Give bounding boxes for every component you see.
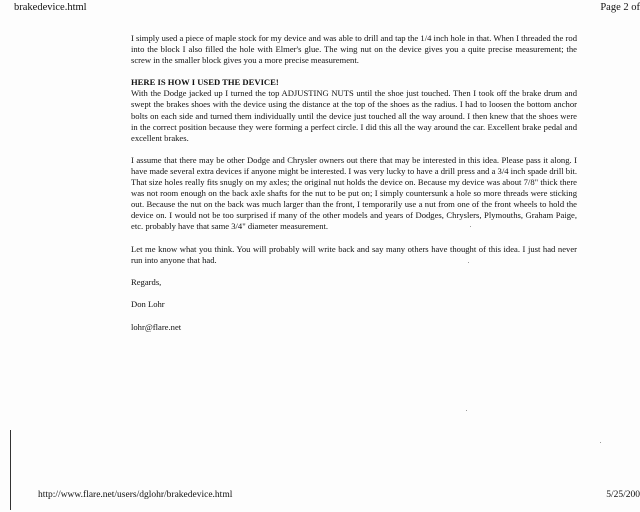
footer-date: 5/25/200 — [606, 490, 640, 500]
scan-speck — [468, 262, 469, 263]
paragraph-maple-stock: I simply used a piece of maple stock for my device and was able to drill and tap the 1/4 inch hole in that. When I threaded the rod into the block I also filled the hole with Elmer's glue. The wing nut on the device gives you a quite precise measurement; the screw in the smaller block gives you a more precise measurement. — [131, 33, 577, 66]
footer-url: http://www.flare.net/users/dglohr/brakedevice.html — [38, 490, 233, 500]
paragraph-let-me-know: Let me know what you think. You will probably will write back and say many others have thought of this idea. I just had never run into anyone that had. — [131, 243, 577, 265]
scan-speck — [466, 410, 467, 411]
paragraph-other-owners: I assume that there may be other Dodge and Chrysler owners out there that may be interested in this idea. Please pass it along. I have made several extra devices if anyone might be interested. I was very lucky to have a drill press and a 3/4 inch spade drill bit. That size holes really fits snugly on my axles; the original nut holds the device on. Because my device was about 7/8" thick there was not room enough on the back axle shafts for the nut to be put on; I simply countersunk a hole so more threads were sticking out. Because the nut on the back was much larger than the front, I temporarily use a nut from one of the front wheels to hold the device on. I would not be too surprised if many of the other models and years of Dodges, Chryslers, Plymouths, Graham Paige, etc. probably have that same 3/4" diameter measurement. — [131, 154, 578, 232]
author-name: Don Lohr — [131, 299, 165, 310]
page-edge-line — [10, 430, 11, 510]
header-filename: brakedevice.html — [14, 2, 87, 13]
header-page-number: Page 2 of — [600, 2, 640, 13]
section-heading: HERE IS HOW I USED THE DEVICE! — [131, 77, 279, 88]
article-body — [131, 33, 577, 344]
author-email-link[interactable]: lohr@flare.net — [131, 321, 182, 332]
scan-speck — [600, 442, 601, 443]
scan-speck — [470, 226, 471, 227]
closing-regards: Regards, — [131, 276, 162, 287]
paragraph-how-used: With the Dodge jacked up I turned the top ADJUSTING NUTS until the shoe just touched. Then I took off the brake drum and swept the brakes shoes with the device using the distance at the top of the shoes as the radius. I had to loosen the bottom anchor bolts on each side and turned them individually until the device just touched all the way around. I then knew that the shoes were in the correct position because they were forming a perfect circle. I did this all the way around the car. Excellent brake pedal and excellent brakes. — [131, 88, 577, 143]
